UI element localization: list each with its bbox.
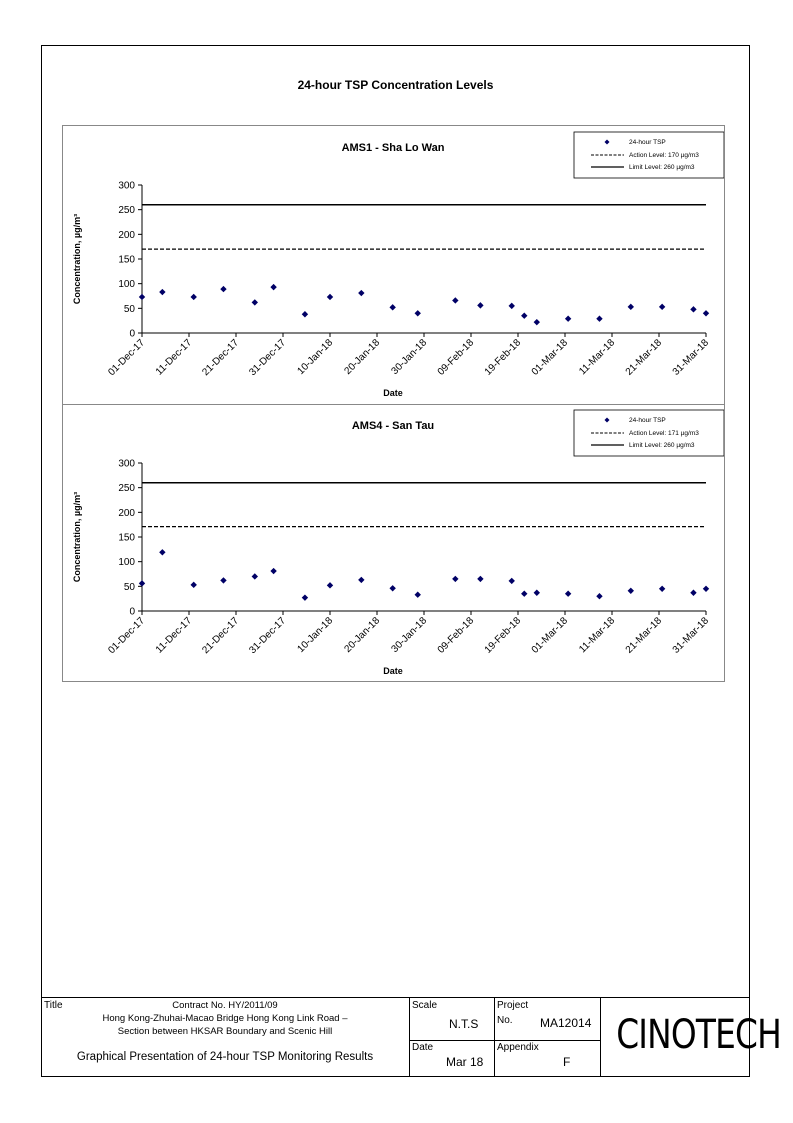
x-tick-label: 19-Feb-18 — [482, 615, 524, 656]
x-tick-label: 31-Dec-17 — [247, 337, 289, 379]
y-tick-label: 0 — [129, 606, 135, 618]
x-tick-label: 20-Jan-18 — [342, 337, 383, 377]
data-point — [270, 284, 276, 290]
x-tick-label: 20-Jan-18 — [342, 615, 383, 655]
data-point — [415, 310, 421, 316]
data-point — [509, 303, 515, 309]
x-tick-label: 21-Mar-18 — [623, 337, 665, 378]
legend-entry-tsp: 24-hour TSP — [629, 139, 666, 147]
project-line-1: Hong Kong-Zhuhai-Macao Bridge Hong Kong Link Road – — [102, 1013, 348, 1024]
title-block — [41, 997, 781, 1077]
data-point — [521, 591, 527, 597]
contract-no: Contract No. HY/2011/09 — [172, 1000, 278, 1011]
legend-entry-tsp: 24-hour TSP — [629, 417, 666, 425]
legend-entry-limit: Limit Level: 260 µg/m3 — [629, 164, 695, 172]
appendix-label: Appendix — [497, 1042, 539, 1053]
chart-panel-ams1 — [63, 126, 724, 405]
x-tick-label: 19-Feb-18 — [482, 337, 524, 378]
data-point — [534, 319, 540, 325]
data-point — [565, 591, 571, 597]
data-point — [358, 577, 364, 583]
x-tick-label: 11-Mar-18 — [577, 615, 618, 656]
data-point — [534, 590, 540, 596]
y-tick-label: 0 — [129, 328, 135, 340]
data-point — [628, 304, 634, 310]
data-point — [452, 576, 458, 582]
company-logo: CINOTECH — [616, 1012, 781, 1058]
data-point — [302, 311, 308, 317]
y-tick-label: 200 — [118, 507, 135, 519]
data-point — [596, 315, 602, 321]
data-point — [509, 578, 515, 584]
y-tick-label: 50 — [123, 581, 135, 593]
y-tick-label: 300 — [118, 458, 135, 470]
legend-entry-action: Action Level: 170 µg/m3 — [629, 152, 699, 160]
project-number: MA12014 — [540, 1016, 592, 1030]
y-tick-label: 200 — [118, 229, 135, 241]
data-point — [139, 294, 145, 300]
data-point — [690, 306, 696, 312]
x-tick-label: 11-Mar-18 — [577, 337, 618, 378]
data-point — [270, 568, 276, 574]
data-point — [252, 573, 258, 579]
x-tick-label: 10-Jan-18 — [295, 337, 336, 377]
chart-title: AMS4 - San Tau — [351, 420, 435, 432]
y-tick-label: 50 — [123, 303, 135, 315]
data-point — [220, 286, 226, 292]
data-point — [415, 592, 421, 598]
x-tick-label: 21-Dec-17 — [200, 615, 242, 657]
data-point — [159, 549, 165, 555]
x-tick-label: 30-Jan-18 — [389, 337, 430, 377]
data-point — [452, 297, 458, 303]
data-point — [659, 586, 665, 592]
y-axis-label: Concentration, µg/m³ — [72, 213, 82, 305]
data-point — [302, 594, 308, 600]
date-label: Date — [412, 1042, 434, 1053]
legend-entry-limit: Limit Level: 260 µg/m3 — [629, 442, 695, 450]
y-tick-label: 150 — [118, 254, 135, 266]
chart-title: AMS1 - Sha Lo Wan — [341, 142, 445, 154]
x-tick-label: 01-Dec-17 — [106, 337, 148, 379]
data-point — [477, 576, 483, 582]
data-point — [389, 304, 395, 310]
data-point — [690, 590, 696, 596]
data-point — [327, 294, 333, 300]
legend-entry-action: Action Level: 171 µg/m3 — [629, 430, 699, 438]
data-point — [327, 582, 333, 588]
x-tick-label: 09-Feb-18 — [435, 615, 477, 656]
data-point — [191, 582, 197, 588]
y-tick-label: 100 — [118, 279, 135, 291]
data-point — [596, 593, 602, 599]
data-point — [191, 294, 197, 300]
x-tick-label: 01-Mar-18 — [529, 615, 571, 656]
project-no-label: No. — [497, 1015, 513, 1026]
title-label: Title — [44, 1000, 63, 1011]
project-line-2: Section between HKSAR Boundary and Scenic Hill — [117, 1026, 333, 1037]
data-point — [477, 302, 483, 308]
chart-ams4 — [63, 404, 724, 681]
y-axis-label: Concentration, µg/m³ — [72, 491, 82, 583]
data-point — [703, 586, 709, 592]
drawing-title: Graphical Presentation of 24-hour TSP Monitoring Results — [76, 1051, 374, 1063]
x-tick-label: 09-Feb-18 — [435, 337, 477, 378]
x-tick-label: 31-Dec-17 — [247, 615, 289, 657]
page-title: 24-hour TSP Concentration Levels — [297, 78, 494, 92]
chart-panel-ams4 — [63, 404, 724, 681]
x-tick-label: 30-Jan-18 — [389, 615, 430, 655]
scale-label: Scale — [412, 1000, 438, 1011]
charts-area — [62, 125, 725, 682]
x-tick-label: 01-Dec-17 — [106, 615, 148, 657]
data-point — [703, 310, 709, 316]
x-tick-label: 10-Jan-18 — [295, 615, 336, 655]
chart-ams1 — [63, 126, 724, 404]
x-tick-label: 11-Dec-17 — [153, 615, 195, 656]
x-tick-label: 01-Mar-18 — [529, 337, 571, 378]
x-tick-label: 11-Dec-17 — [153, 337, 195, 378]
x-tick-label: 31-Mar-18 — [670, 337, 712, 378]
y-tick-label: 100 — [118, 557, 135, 569]
x-tick-label: 31-Mar-18 — [670, 615, 712, 656]
data-point — [139, 580, 145, 586]
x-tick-label: 21-Dec-17 — [200, 337, 242, 379]
y-tick-label: 250 — [118, 483, 135, 495]
data-point — [659, 304, 665, 310]
x-axis-label: Date — [383, 666, 403, 676]
data-point — [220, 577, 226, 583]
data-point — [159, 289, 165, 295]
y-tick-label: 250 — [118, 205, 135, 217]
y-tick-label: 150 — [118, 532, 135, 544]
data-point — [358, 290, 364, 296]
x-axis-label: Date — [383, 388, 403, 398]
x-tick-label: 21-Mar-18 — [623, 615, 665, 656]
y-tick-label: 300 — [118, 180, 135, 192]
scale-value: N.T.S — [449, 1017, 479, 1031]
date-value: Mar 18 — [446, 1055, 484, 1069]
data-point — [389, 585, 395, 591]
data-point — [565, 315, 571, 321]
appendix-value: F — [563, 1055, 571, 1069]
data-point — [521, 313, 527, 319]
project-label: Project — [497, 1000, 529, 1011]
data-point — [628, 588, 634, 594]
data-point — [252, 299, 258, 305]
